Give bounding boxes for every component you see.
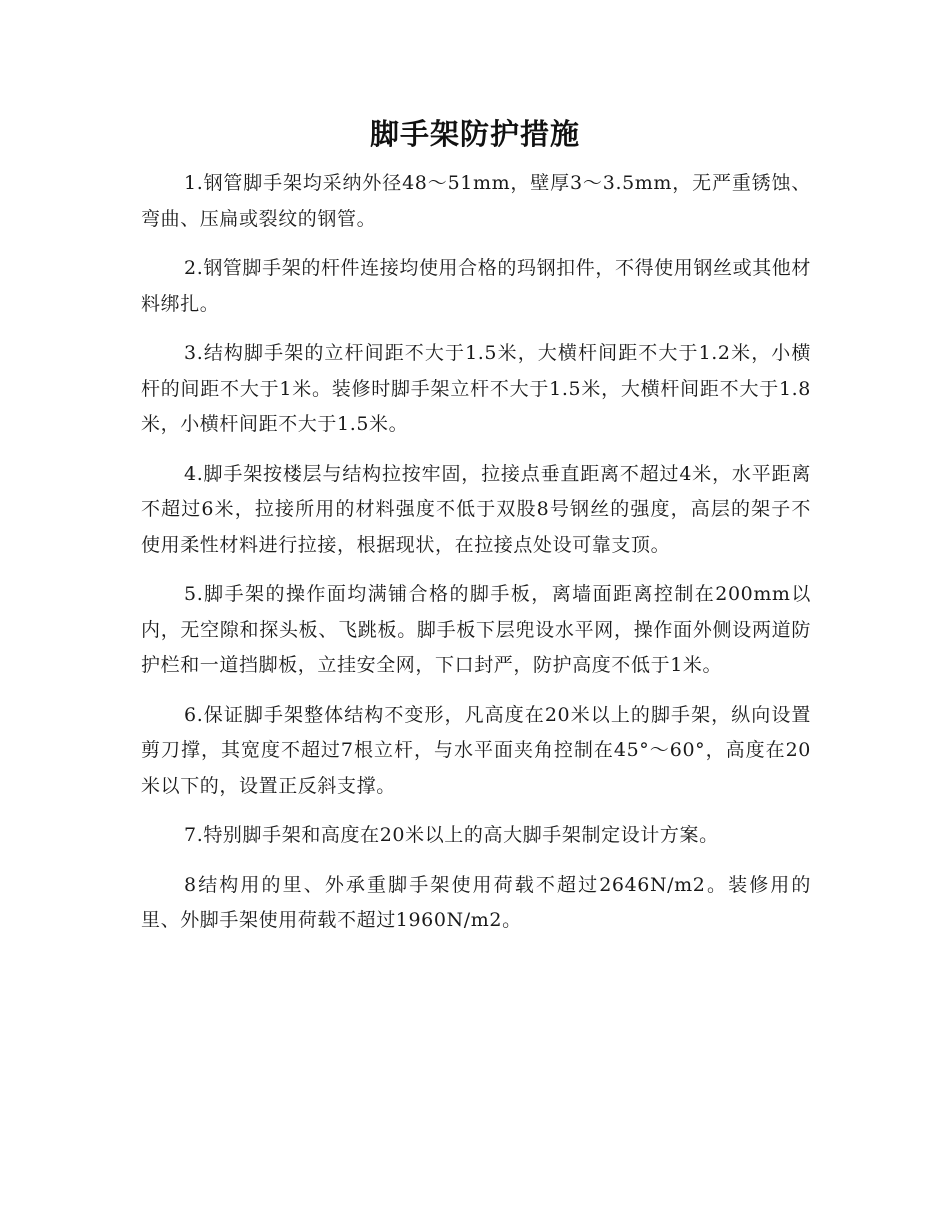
paragraph-4: 4.脚手架按楼层与结构拉按牢固，拉接点垂直距离不超过4米，水平距离不超过6米，拉接所用的材料强度不低于双股8号钢丝的强度，高层的架子不使用柔性材料进行拉接，根据现状，在拉接点处设可靠支顶。 <box>141 462 811 556</box>
paragraph-6: 6.保证脚手架整体结构不变形，凡高度在20米以上的脚手架，纵向设置剪刀撑，其宽度不超过7根立杆，与水平面夹角控制在45°～60°，高度在20米以下的，设置正反斜支撑。 <box>141 703 811 797</box>
paragraph-5: 5.脚手架的操作面均满铺合格的脚手板，离墙面距离控制在200mm以内，无空隙和探头板、飞跳板。脚手板下层兜设水平网，操作面外侧设两道防护栏和一道挡脚板，立挂安全网，下口封严，防护高度不低于1米。 <box>141 583 811 676</box>
document-body <box>141 166 811 953</box>
paragraph-2: 2.钢管脚手架的杆件连接均使用合格的玛钢扣件，不得使用钢丝或其他材料绑扎。 <box>141 257 811 315</box>
paragraph-3: 3.结构脚手架的立杆间距不大于1.5米，大横杆间距不大于1.2米，小横杆的间距不大于1米。装修时脚手架立杆不大于1.5米，大横杆间距不大于1.8米，小横杆间距不大于1.5米。 <box>141 342 811 435</box>
document-title: 脚手架防护措施 <box>369 117 580 151</box>
paragraph-1: 1.钢管脚手架均采纳外径48～51mm，壁厚3～3.5mm，无严重锈蚀、弯曲、压扁或裂纹的钢管。 <box>141 172 811 230</box>
paragraph-8: 8结构用的里、外承重脚手架使用荷载不超过2646N/m2。装修用的里、外脚手架使用荷载不超过1960N/m2。 <box>141 873 811 931</box>
paragraph-7: 7.特别脚手架和高度在20米以上的高大脚手架制定设计方案。 <box>184 824 719 846</box>
